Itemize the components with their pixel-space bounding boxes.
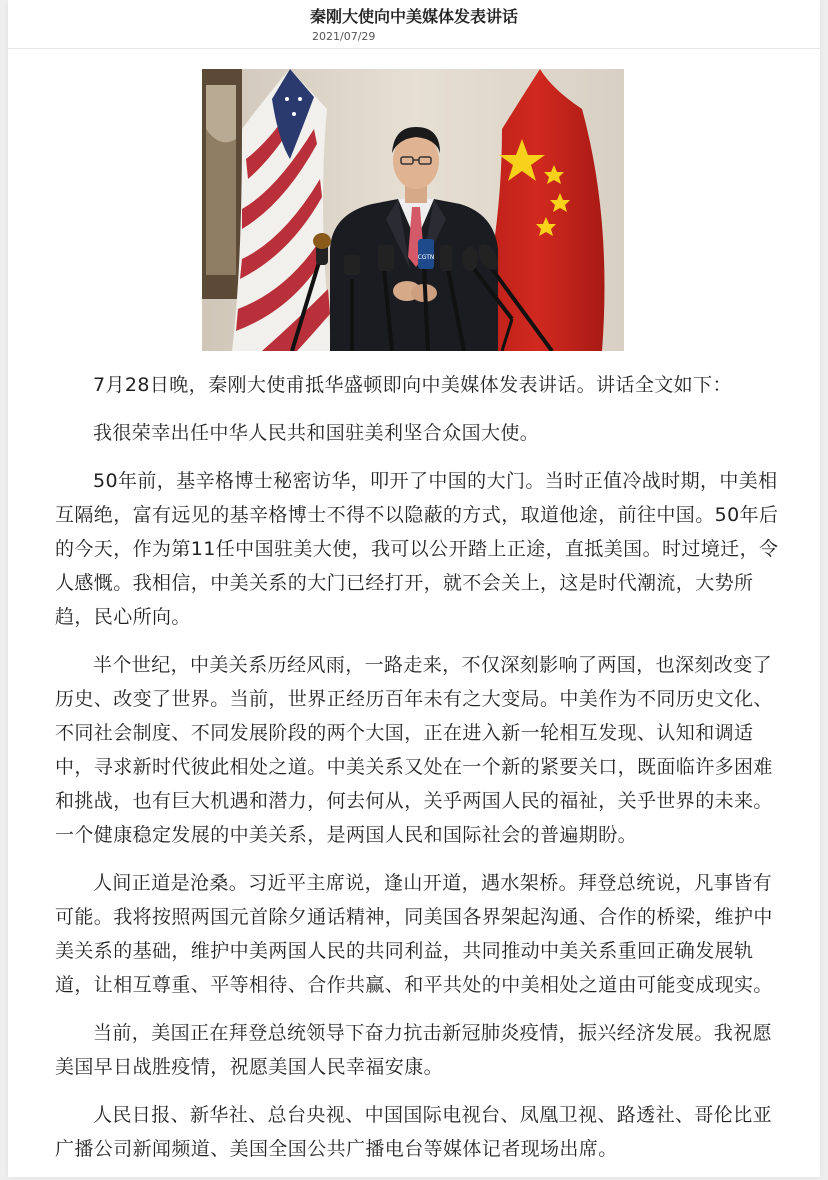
paragraph-5: 当前，美国正在拜登总统领导下奋力抗击新冠肺炎疫情，振兴经济发展。我祝愿美国早日战胜疫情，祝愿美国人民幸福安康。 (55, 1022, 773, 1078)
paragraph-6: 人民日报、新华社、总台央视、中国国际电视台、凤凰卫视、路透社、哥伦比亚广播公司新闻频道、美国全国公共广播电台等媒体记者现场出席。 (55, 1104, 773, 1160)
paragraph-2: 50年前，基辛格博士秘密访华，叩开了中国的大门。当时正值冷战时期，中美相互隔绝，富有远见的基辛格博士不得不以隐蔽的方式，取道他途，前往中国。50年后的今天，作为第11任中国驻美大使，我可以公开踏上正途，直抵美国。时过境迁，令人感慨。我相信，中美关系的大门已经打开，就不会关上，这是时代潮流，大势所趋，民心所向。 (55, 470, 779, 628)
article-body (55, 368, 785, 1180)
article-header (8, 0, 820, 49)
paragraph-intro: 7月28日晚，秦刚大使甫抵华盛顿即向中美媒体发表讲话。讲话全文如下： (93, 374, 732, 396)
article-page (8, 0, 820, 1177)
paragraph-4: 人间正道是沧桑。习近平主席说，逢山开道，遇水架桥。拜登总统说，凡事皆有可能。我将按照两国元首除夕通话精神，同美国各界架起沟通、合作的桥梁，维护中美关系的基础，维护中美两国人民的共同利益，共同推动中美关系重回正确发展轨道，让相互尊重、平等相待、合作共赢、和平共处的中美相处之道由可能变成现实。 (55, 872, 773, 996)
publish-date: 2021/07/29 (312, 30, 376, 43)
article-title: 秦刚大使向中美媒体发表讲话 (309, 7, 518, 26)
paragraph-3: 半个世纪，中美关系历经风雨，一路走来，不仅深刻影响了两国，也深刻改变了历史、改变了世界。当前，世界正经历百年未有之大变局。中美作为不同历史文化、不同社会制度、不同发展阶段的两个大国，正在进入新一轮相互发现、认知和调适中，寻求新时代彼此相处之道。中美关系又处在一个新的紧要关口，既面临许多困难和挑战，也有巨大机遇和潜力，何去何从，关乎两国人民的福祉，关乎世界的未来。一个健康稳定发展的中美关系，是两国人民和国际社会的普遍期盼。 (55, 654, 773, 846)
press-photo (202, 69, 624, 351)
cgtn-mic-logo: CGTN (417, 254, 435, 261)
press-photo-icon (202, 69, 624, 351)
paragraph-1: 我很荣幸出任中华人民共和国驻美利坚合众国大使。 (93, 422, 540, 444)
